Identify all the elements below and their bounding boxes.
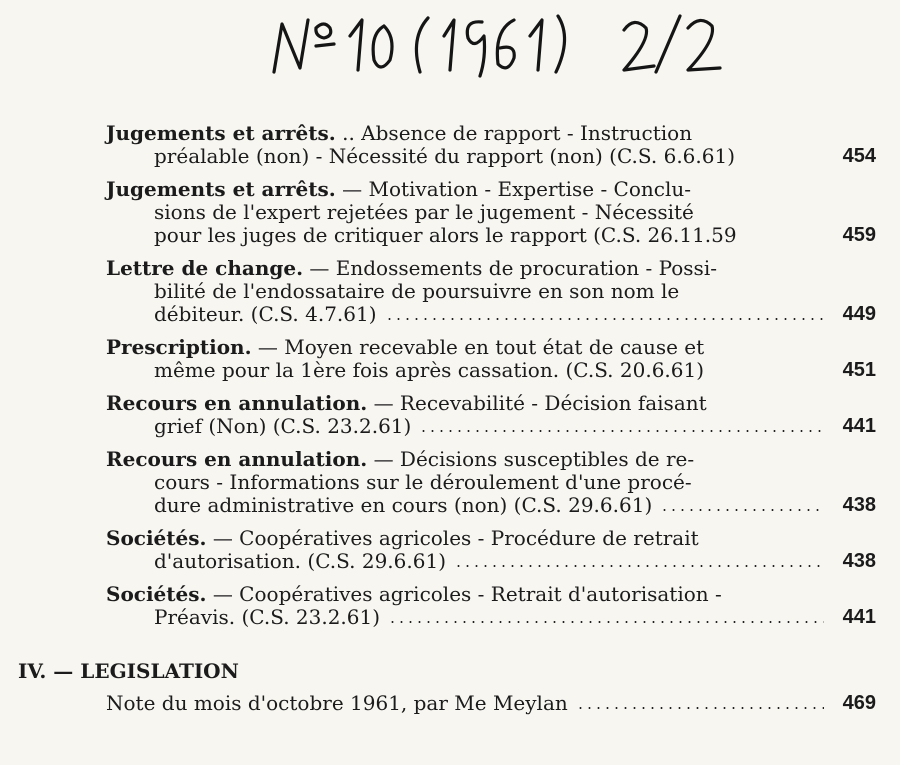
entry-line: [106, 303, 876, 326]
page-number: 438: [842, 550, 876, 572]
leader-dots: [388, 621, 824, 623]
entry-term: Sociétés.: [106, 526, 207, 550]
index-entry: [106, 448, 876, 517]
page-number: 469: [842, 692, 876, 714]
entry-text: — Recevabilité - Décision faisant: [367, 391, 707, 415]
entry-text: d'autorisation. (C.S. 29.6.61): [154, 549, 446, 573]
leader-dots: [576, 707, 824, 709]
entry-text: grief (Non) (C.S. 23.2.61): [154, 414, 412, 438]
entry-term: Jugements et arrêts.: [106, 177, 336, 201]
leader-dots: [419, 430, 824, 432]
entry-line: [106, 280, 876, 303]
entry-text: préalable (non) - Nécessité du rapport (non) (C.S. 6.6.61): [154, 144, 736, 168]
leader-dots: [454, 565, 824, 567]
entry-text: — Moyen recevable en tout état de cause et: [251, 335, 705, 359]
entry-text: — Décisions susceptibles de re-: [367, 447, 695, 471]
index-entry: [106, 527, 876, 573]
entry-line: [106, 606, 876, 629]
page-number: 459: [842, 224, 876, 246]
entry-line: [106, 145, 876, 168]
entry-term: Jugements et arrêts.: [106, 121, 336, 145]
entry-line: [106, 122, 876, 145]
entry-line: [106, 178, 876, 201]
index-entry: [106, 392, 876, 438]
entry-text: — Coopératives agricoles - Procédure de retrait: [206, 526, 699, 550]
entry-text: — Coopératives agricoles - Retrait d'autorisation -: [206, 582, 722, 606]
page-number: 438: [842, 494, 876, 516]
entry-term: Prescription.: [106, 335, 252, 359]
entry-line: [106, 224, 876, 247]
entry-text: même pour la 1ère fois après cassation. (C.S. 20.6.61): [154, 358, 705, 382]
entry-text: pour les juges de critiquer alors le rapport (C.S. 26.11.59: [154, 223, 737, 247]
index-entry: [106, 336, 876, 382]
entry-text: cours - Informations sur le déroulement d'une procé-: [154, 470, 692, 494]
section-heading: IV. — LEGISLATION: [18, 659, 239, 683]
entry-text: débiteur. (C.S. 4.7.61): [154, 302, 377, 326]
leader-dots: [660, 509, 824, 511]
entry-term: Lettre de change.: [106, 256, 304, 280]
index-entry: [106, 178, 876, 247]
entry-text: dure administrative en cours (non) (C.S. 29.6.61): [154, 493, 653, 517]
entry-line: [106, 201, 876, 224]
entry-text: sions de l'expert rejetées par le jugement - Nécessité: [154, 200, 694, 224]
index-entry: [106, 257, 876, 326]
entry-line: [106, 550, 876, 573]
entry-text: — Endossements de procuration - Possi-: [303, 256, 717, 280]
entry-line: [106, 583, 876, 606]
entry-term: Recours en annulation.: [106, 391, 368, 415]
entry-text: .. Absence de rapport - Instruction: [335, 121, 693, 145]
entry-line: [106, 692, 876, 715]
entry-line: [106, 359, 876, 382]
entry-text: Note du mois d'octobre 1961, par Me Meylan: [106, 691, 568, 715]
index-entry: [106, 583, 876, 629]
entry-line: [106, 415, 876, 438]
entry-text: Préavis. (C.S. 23.2.61): [154, 605, 381, 629]
entry-text: bilité de l'endossataire de poursuivre en son nom le: [154, 279, 680, 303]
page-number: 441: [842, 606, 876, 628]
index-entries: [106, 122, 876, 639]
page-number: 451: [842, 359, 876, 381]
page-number: 441: [842, 415, 876, 437]
entry-term: Sociétés.: [106, 582, 207, 606]
leader-dots: [385, 318, 824, 320]
handwritten-annotation-drawing: [268, 6, 788, 80]
page-number: 449: [842, 303, 876, 325]
entry-text: — Motivation - Expertise - Conclu-: [335, 177, 692, 201]
entry-line: [106, 257, 876, 280]
entry-line: [106, 336, 876, 359]
index-entry: [106, 122, 876, 168]
index-entry: [106, 692, 876, 715]
entry-line: [106, 527, 876, 550]
entry-line: [106, 471, 876, 494]
page-number: 454: [842, 145, 876, 167]
entry-line: [106, 392, 876, 415]
entry-line: [106, 494, 876, 517]
entry-line: [106, 448, 876, 471]
handwritten-annotation: [268, 6, 788, 80]
entry-term: Recours en annulation.: [106, 447, 368, 471]
